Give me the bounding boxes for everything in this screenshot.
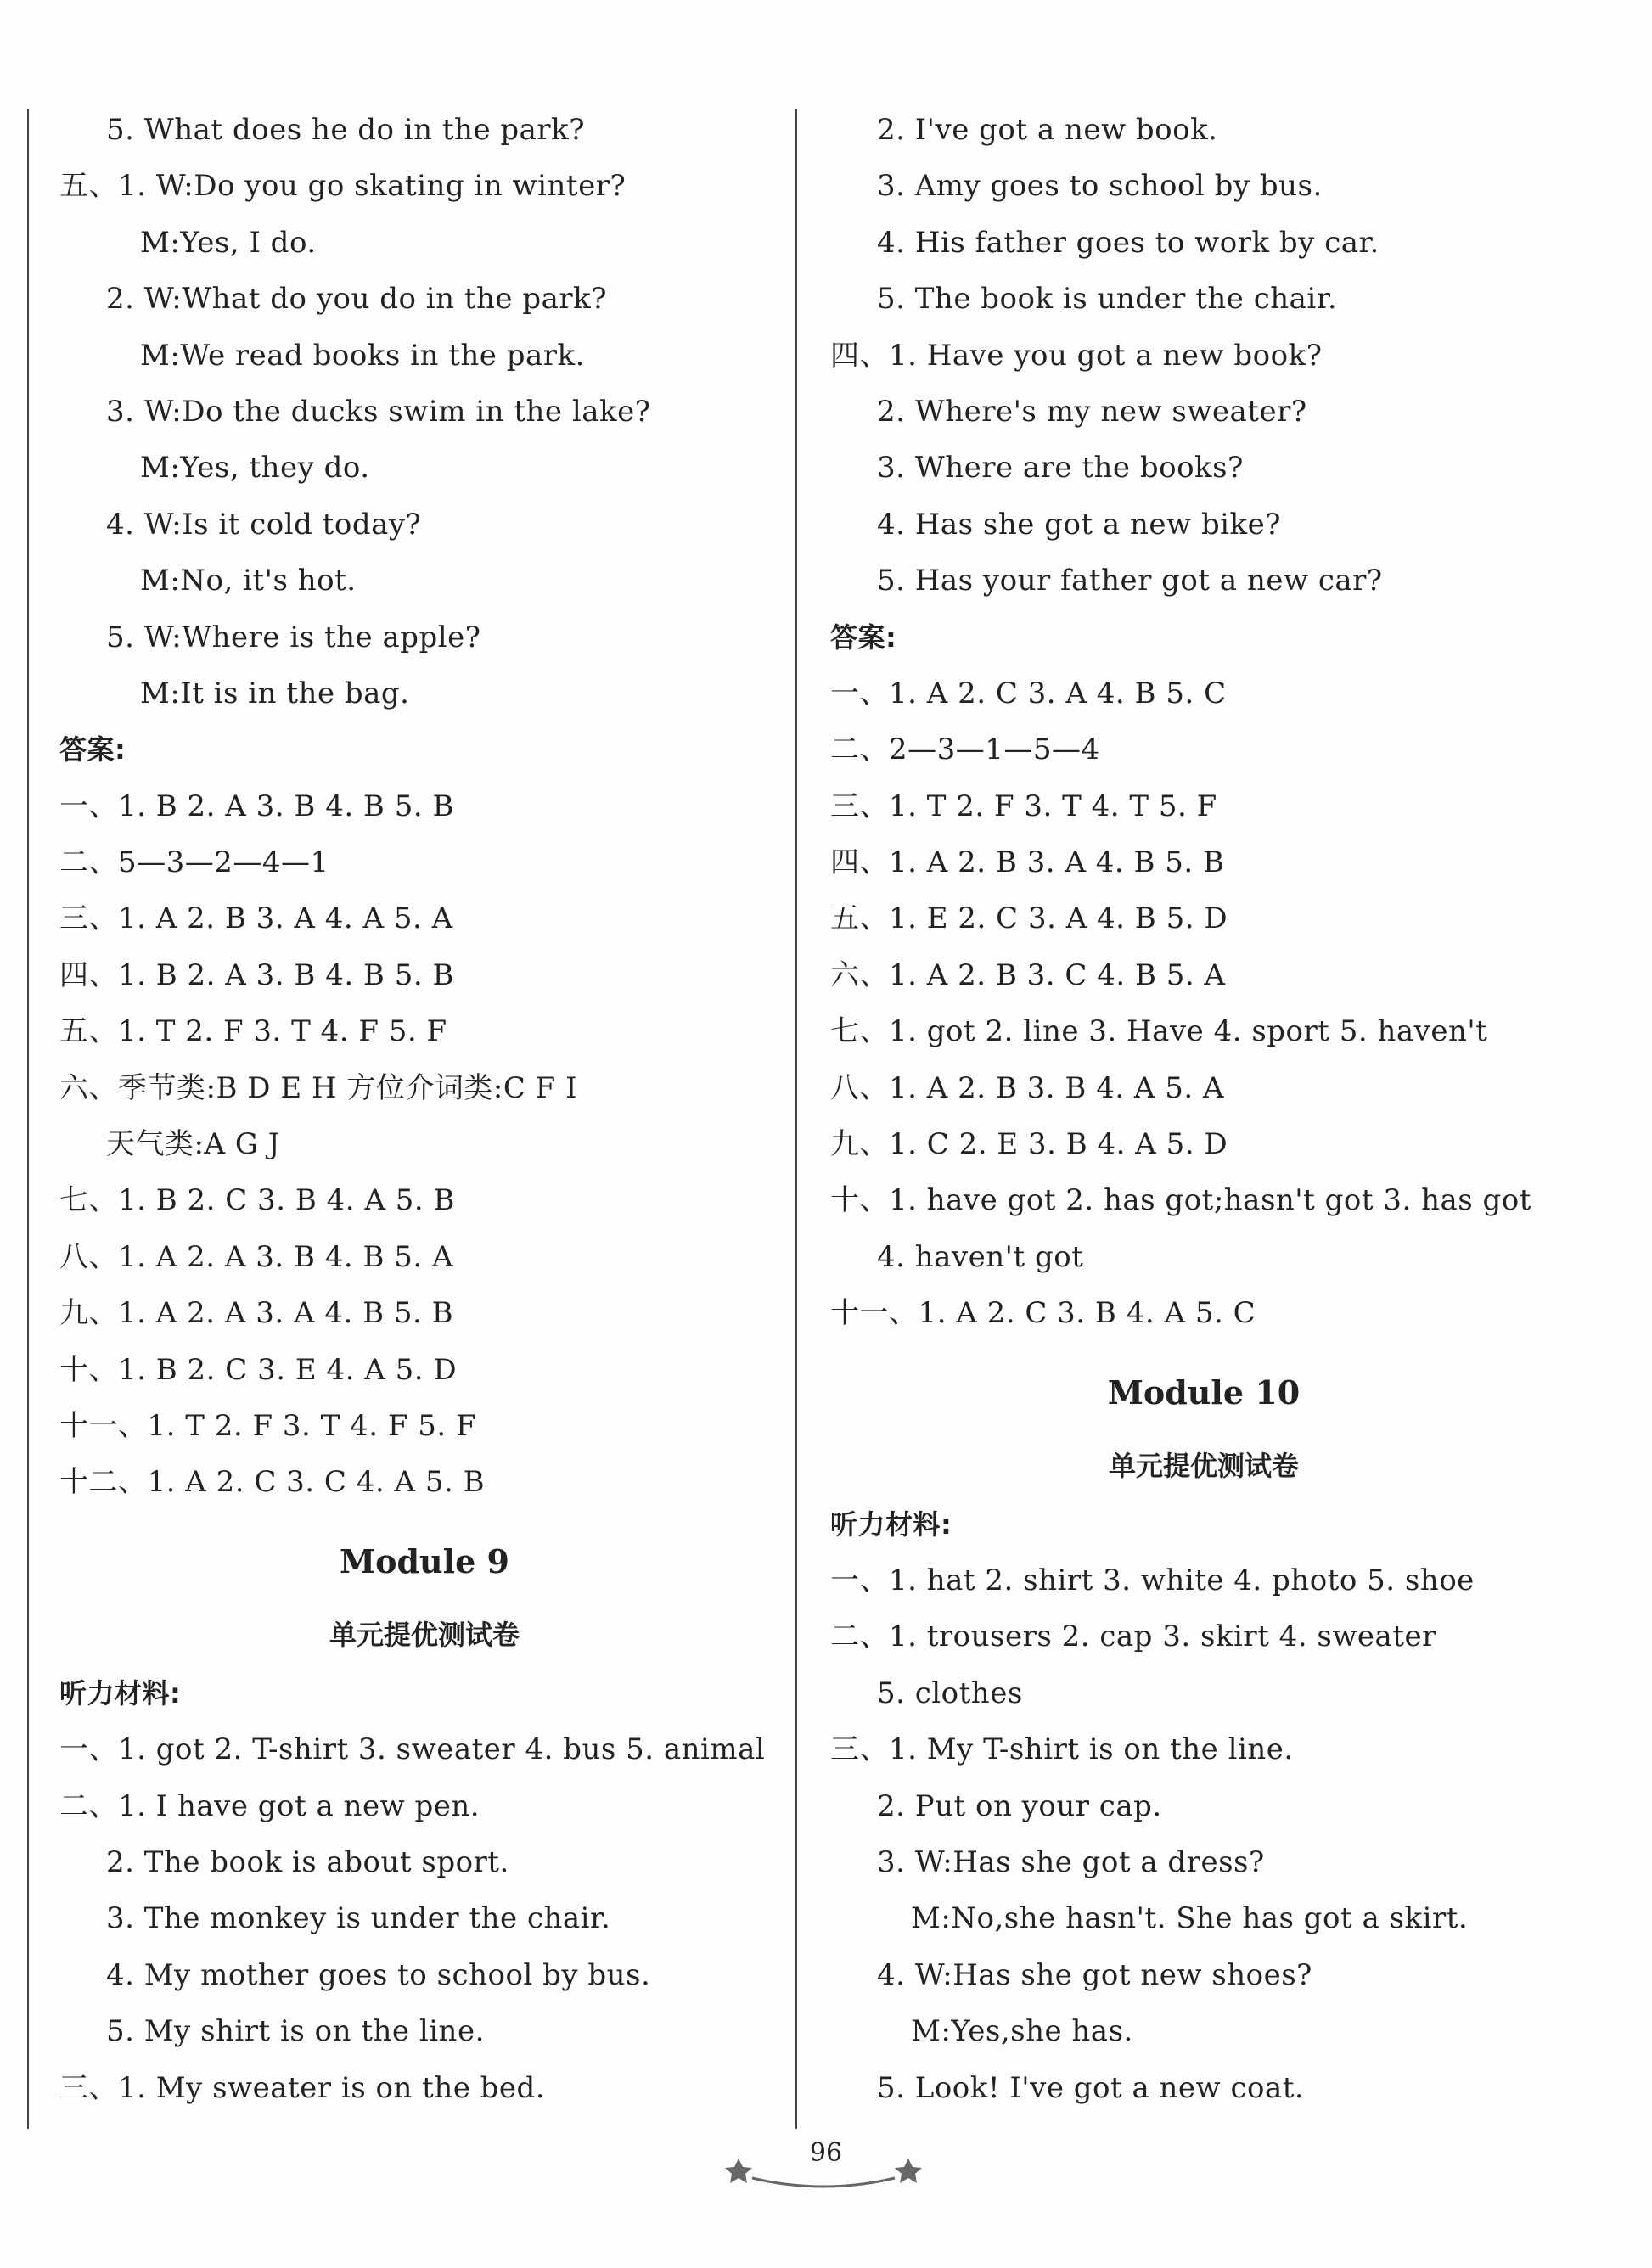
star-decoration (722, 2146, 925, 2188)
text-line: 二、1. trousers 2. cap 3. skirt 4. sweater (830, 1620, 1436, 1654)
text-line: 4. haven't got (877, 1239, 1084, 1274)
text-line: 答案: (830, 620, 897, 654)
text-line: M:Yes, they do. (140, 451, 370, 486)
text-line: 七、1. got 2. line 3. Have 4. sport 5. haven't (830, 1014, 1488, 1049)
text-line: 3. The monkey is under the chair. (106, 1901, 611, 1936)
text-line: 三、1. T 2. F 3. T 4. T 5. F (830, 789, 1217, 823)
text-line: 二、2—3—1—5—4 (830, 733, 1100, 767)
text-line: 七、1. B 2. C 3. B 4. A 5. B (59, 1183, 455, 1218)
text-line: 三、1. My T-shirt is on the line. (830, 1732, 1294, 1767)
text-line: M:It is in the bag. (140, 676, 410, 710)
text-line: 3. W:Do the ducks swim in the lake? (106, 394, 651, 429)
text-line: 四、1. A 2. B 3. A 4. B 5. B (830, 845, 1225, 880)
section-subtitle-10: 单元提优测试卷 (1108, 1449, 1299, 1482)
text-line: M:Yes, I do. (140, 225, 317, 260)
text-line: 十一、1. A 2. C 3. B 4. A 5. C (830, 1296, 1256, 1331)
text-line: 2. Where's my new sweater? (877, 394, 1307, 429)
text-line: 十、1. have got 2. has got;hasn't got 3. has got (830, 1183, 1531, 1218)
text-line: 一、1. B 2. A 3. B 4. B 5. B (59, 789, 454, 823)
text-line: 3. W:Has she got a dress? (877, 1844, 1265, 1879)
text-line: 一、1. got 2. T-shirt 3. sweater 4. bus 5. animal (59, 1732, 766, 1767)
text-line: 十、1. B 2. C 3. E 4. A 5. D (59, 1352, 458, 1387)
text-line: 答案: (59, 733, 126, 766)
text-line: 四、1. B 2. A 3. B 4. B 5. B (59, 957, 454, 992)
text-line: M:Yes,she has. (911, 2014, 1133, 2049)
text-line: 3. Where are the books? (877, 451, 1244, 486)
text-line: 九、1. C 2. E 3. B 4. A 5. D (830, 1127, 1228, 1162)
text-line: 5. Look! I've got a new coat. (877, 2070, 1305, 2105)
right-listening-block (830, 1496, 1577, 2116)
text-line: 二、1. I have got a new pen. (59, 1788, 480, 1823)
text-line: 九、1. A 2. A 3. A 4. B 5. B (59, 1296, 454, 1331)
star-icon (895, 2159, 922, 2183)
text-line: 一、1. A 2. C 3. A 4. B 5. C (830, 676, 1227, 710)
text-line: 2. The book is about sport. (106, 1844, 509, 1879)
section-subtitle-9: 单元提优测试卷 (329, 1618, 520, 1651)
text-line: 三、1. A 2. B 3. A 4. A 5. A (59, 901, 453, 936)
module-title-9: Module 9 (340, 1541, 509, 1580)
text-line: 4. His father goes to work by car. (877, 225, 1379, 260)
page-number: 96 (809, 2138, 843, 2168)
text-line: 四、1. Have you got a new book? (830, 338, 1323, 373)
text-line: M:We read books in the park. (140, 338, 585, 373)
text-line: 八、1. A 2. A 3. B 4. B 5. A (59, 1239, 454, 1274)
text-line: 六、1. A 2. B 3. C 4. B 5. A (830, 957, 1226, 992)
text-line: 一、1. hat 2. shirt 3. white 4. photo 5. shoe (830, 1563, 1475, 1597)
text-line: M:No,she hasn't. She has got a skirt. (911, 1901, 1469, 1936)
text-line: 5. The book is under the chair. (877, 282, 1338, 317)
text-line: 听力材料: (59, 1676, 182, 1709)
text-line: 4. Has she got a new bike? (877, 507, 1282, 542)
text-line: 二、5—3—2—4—1 (59, 845, 329, 880)
text-line: 5. W:Where is the apple? (106, 620, 481, 654)
text-line: 十一、1. T 2. F 3. T 4. F 5. F (59, 1408, 477, 1443)
text-line: 4. My mother goes to school by bus. (106, 1957, 651, 1992)
text-line: 2. I've got a new book. (877, 113, 1218, 147)
text-line: 4. W:Has she got new shoes? (877, 1957, 1312, 1992)
left-listening-block (59, 1665, 789, 2116)
text-line: 六、季节类:B D E H 方位介词类:C F I (59, 1070, 578, 1105)
text-line: 5. What does he do in the park? (106, 113, 585, 147)
right-text-block (830, 102, 1577, 1342)
text-line: M:No, it's hot. (140, 564, 357, 598)
star-icon (725, 2159, 752, 2183)
text-line: 5. Has your father got a new car? (877, 564, 1383, 598)
text-line: 听力材料: (830, 1507, 952, 1541)
text-line: 五、1. W:Do you go skating in winter? (59, 169, 627, 204)
left-margin-rule (27, 109, 29, 2129)
swoosh-line (752, 2178, 895, 2187)
text-line: 3. Amy goes to school by bus. (877, 169, 1323, 204)
text-line: 五、1. E 2. C 3. A 4. B 5. D (830, 901, 1228, 936)
text-line: 2. W:What do you do in the park? (106, 282, 607, 317)
module-title-10: Module 10 (1107, 1373, 1301, 1412)
left-text-block (59, 102, 789, 1511)
text-line: 5. clothes (877, 1676, 1023, 1710)
column-divider (795, 109, 797, 2129)
text-line: 2. Put on your cap. (877, 1788, 1162, 1823)
text-line: 天气类:A G J (106, 1127, 280, 1162)
left-column (59, 102, 789, 2116)
text-line: 八、1. A 2. B 3. B 4. A 5. A (830, 1070, 1225, 1105)
text-line: 三、1. My sweater is on the bed. (59, 2070, 546, 2105)
text-line: 4. W:Is it cold today? (106, 507, 422, 542)
text-line: 5. My shirt is on the line. (106, 2014, 485, 2049)
right-column (830, 102, 1577, 2116)
text-line: 十二、1. A 2. C 3. C 4. A 5. B (59, 1465, 486, 1500)
text-line: 五、1. T 2. F 3. T 4. F 5. F (59, 1014, 447, 1049)
